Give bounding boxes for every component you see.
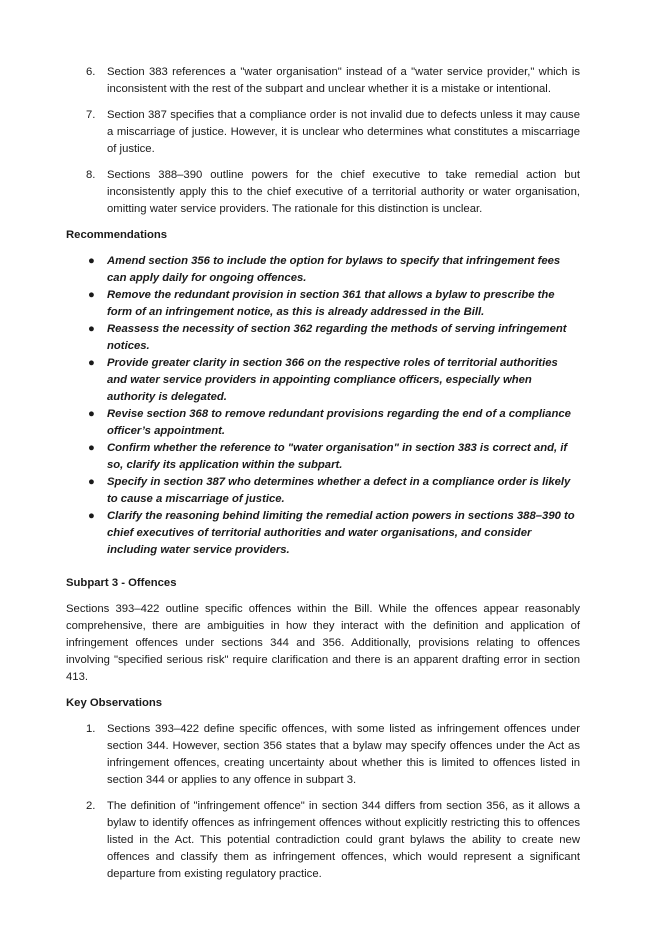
recommendation-item xyxy=(66,253,580,287)
subpart-paragraph: Sections 393–422 outline specific offences within the Bill. While the offences appear reasonably comprehensive, there are ambiguities in how they interact with the definition and application of infringement offences under sections 344 and 356. Additionally, provisions relating to offences involving "specified serious risk" require clarification and there is an apparent drafting error in section 413. xyxy=(66,603,580,683)
list-item-text: Sections 388–390 outline powers for the chief executive to take remedial action but inconsistently apply this to the chief executive of a territorial authority or water organisation, omitting water service providers. The rationale for this distinction is unclear. xyxy=(107,169,580,215)
bullet-icon: ● xyxy=(88,510,95,522)
recommendation-text: Specify in section 387 who determines whether a defect in a compliance order is likely to cause a miscarriage of justice. xyxy=(107,476,571,505)
document-page xyxy=(66,64,580,892)
bullet-icon: ● xyxy=(88,442,95,454)
recommendation-item xyxy=(66,440,580,474)
list-item-text: The definition of "infringement offence" in section 344 differs from section 356, as it allows a bylaw to identify offences as infringement offences without explicitly restricting this to offences listed in the Act. This potential contradiction could grant bylaws the ability to create new offences and classify them as infringement offences, which would represent a significant departure from existing regulatory practice. xyxy=(107,800,580,880)
list-number: 7. xyxy=(86,109,96,121)
recommendation-item xyxy=(66,508,580,559)
list-item-text: Section 387 specifies that a compliance order is not invalid due to defects unless it may cause a miscarriage of justice. However, it is unclear who determines what constitutes a miscarriage of justice. xyxy=(107,109,580,155)
bullet-icon: ● xyxy=(88,323,95,335)
list-item-text: Sections 393–422 define specific offences, with some listed as infringement offences under section 344. However, section 356 states that a bylaw may specify offences under the Act as infringement offences, creating uncertainty about whether this is limited to offences listed in section 344 or applies to any offence in subpart 3. xyxy=(107,723,580,786)
list-item-text: Section 383 references a "water organisation" instead of a "water service provider," which is inconsistent with the rest of the subpart and unclear whether it is a mistake or intentional. xyxy=(107,66,580,95)
top-numbered-list xyxy=(66,64,580,218)
recommendation-text: Revise section 368 to remove redundant provisions regarding the end of a compliance officer’s appointment. xyxy=(107,408,571,437)
bullet-icon: ● xyxy=(88,408,95,420)
recommendation-item xyxy=(66,355,580,406)
list-item xyxy=(66,64,580,98)
bullet-icon: ● xyxy=(88,357,95,369)
list-number: 2. xyxy=(86,800,96,812)
key-observations-list xyxy=(66,721,580,883)
recommendation-text: Provide greater clarity in section 366 on the respective roles of territorial authorities and water service providers in appointing compliance officers, especially when authority is delegated. xyxy=(107,357,558,403)
recommendation-text: Amend section 356 to include the option for bylaws to specify that infringement fees can apply daily for ongoing offences. xyxy=(107,255,561,284)
recommendation-item xyxy=(66,474,580,508)
recommendations-list xyxy=(66,253,580,559)
recommendation-text: Remove the redundant provision in section 361 that allows a bylaw to prescribe the form of an infringement notice, as this is already addressed in the Bill. xyxy=(107,289,555,318)
list-item xyxy=(66,798,580,883)
recommendations-heading: Recommendations xyxy=(66,229,168,241)
bullet-icon: ● xyxy=(88,476,95,488)
list-number: 8. xyxy=(86,169,96,181)
key-observations-heading: Key Observations xyxy=(66,697,163,709)
list-item xyxy=(66,167,580,218)
recommendation-item xyxy=(66,406,580,440)
list-number: 1. xyxy=(86,723,96,735)
list-item xyxy=(66,721,580,789)
bullet-icon: ● xyxy=(88,289,95,301)
bullet-icon: ● xyxy=(88,255,95,267)
subpart-heading: Subpart 3 - Offences xyxy=(66,577,177,589)
recommendation-item xyxy=(66,287,580,321)
list-number: 6. xyxy=(86,66,96,78)
recommendation-text: Confirm whether the reference to "water organisation" in section 383 is correct and, if so, clarify its application within the subpart. xyxy=(107,442,568,471)
recommendation-item xyxy=(66,321,580,355)
recommendation-text: Reassess the necessity of section 362 regarding the methods of serving infringement notices. xyxy=(107,323,567,352)
recommendation-text: Clarify the reasoning behind limiting the remedial action powers in sections 388–390 to chief executives of territorial authorities and water organisations, and consider including water service providers. xyxy=(107,510,575,556)
list-item xyxy=(66,107,580,158)
